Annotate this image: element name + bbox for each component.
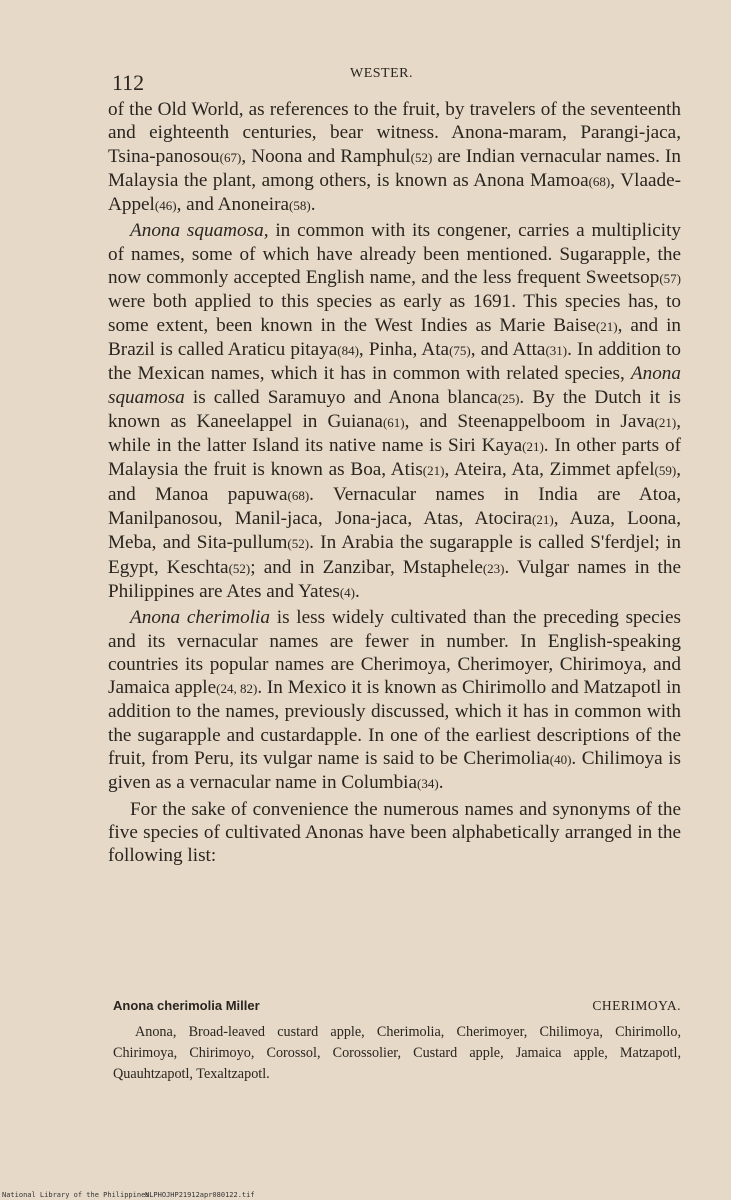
citation-ref: (68) [588,173,611,189]
text-run: . Chilimoya is given as a vernacular name in Columbia [108,748,681,794]
text-run: . [355,580,360,602]
text-run: in common with its congener, carries a multiplicity of names, some of which have already been mentioned. Sugarapple, the now commonly accepted English name, and the less frequent Sweetsop [108,220,682,289]
species-name: Anona squamosa, [130,220,269,242]
text-run: . In addition to the Mexican names, which it has in common with related species, [108,338,682,385]
paragraph-3 [108,606,681,795]
citation-ref: (21) [654,414,677,430]
running-title: WESTER. [350,66,413,81]
text-run: of the Old World, as references to the fruit, by travelers of the seventeenth and eighteenth centuries, bear witness. Anona-maram, Parangi-jaca, Tsina-panosou [108,99,681,167]
citation-ref: (21) [595,318,618,334]
citation-ref: (40) [549,752,572,768]
scan-footer [0,1189,731,1200]
citation-ref: (75) [449,342,471,358]
species-common-name: CHERIMOYA. [592,998,681,1013]
citation-ref: (23) [482,560,505,576]
text-run: is less widely cultivated than the preceding species and its vernacular names are fewer in number. In English-speaking countries its popular names are Cherimoya, Cherimoyer, Chirimoya, and Jamaica apple [108,607,681,699]
species-synonyms: Anona, Broad-leaved custard apple, Cherimolia, Cherimoyer, Chilimoya, Chirimollo, Chirimoya, Chirimoyo, Corossol, Corossolier, Custard apple, Jamaica apple, Matzapotl, Quauhtzapotl, Texaltzapotl. [113,1024,681,1082]
text-run: , Noona and Ramphul [241,145,411,167]
text-run: . In Mexico it is known as Chirimollo and Matzapotl in addition to the names, previously discussed, which it has in common with the sugarapple and custardapple. In one of the earliest descriptions of the fruit, from Peru, its vulgar name is said to be Cherimolia [108,677,681,770]
text-run: , Pinha, Ata [358,338,450,360]
text-run: . Vulgar names in the Philippines are Ates and Yates [108,556,681,602]
citation-ref: (68) [287,487,310,503]
text-run: For the sake of convenience the numerous names and synonyms of the five species of cultivated Anonas have been alphabetically arranged in the following list: [108,798,681,867]
species-entry-name: Anona cherimolia Miller [113,998,260,1013]
paragraph-2 [108,219,681,604]
footer-filename: NLPHOJHP21912apr080122.tif [145,1191,255,1199]
citation-ref: (84) [337,342,359,358]
text-run: , and Steenappelboom in Java [404,410,655,432]
citation-ref: (24, 82) [216,681,258,697]
list-entry-header [113,998,681,1015]
species-name: Anona cherimolia [130,607,270,629]
text-run: . [310,194,316,216]
citation-ref: (34) [417,776,439,792]
text-run: . In other parts of Malaysia the fruit is known as Boa, Atis [108,435,681,481]
citation-ref: (25) [497,390,520,406]
citation-ref: (61) [382,414,405,430]
text-run: , Vlaade-Appel [108,169,681,216]
footer-library: National Library of the Philippines [2,1191,150,1199]
citation-ref: (58) [289,198,311,214]
citation-ref: (21) [532,512,554,528]
paragraph-4 [108,798,681,868]
body-text [108,98,681,868]
citation-ref: (52) [287,536,310,552]
paragraph-1 [108,98,681,217]
citation-ref: (52) [410,149,433,165]
citation-ref: (46) [154,198,177,214]
citation-ref: (67) [219,149,242,165]
text-run: , and Atta [470,338,546,360]
text-run: , and Manoa papuwa [108,459,681,505]
citation-ref: (52) [228,560,251,576]
text-run: , and in Brazil is called Araticu pitaya [108,314,681,360]
citation-ref: (4) [339,584,356,600]
text-run: , and Anoneira [176,194,290,216]
text-run: . By the Dutch it is known as Kaneelappel in Guiana [108,386,681,432]
page-number: 112 [112,70,145,95]
text-run: . Vernacular names in India are Atoa, Manilpanosou, Manil-jaca, Jona-jaca, Atas, Atocira [108,483,681,530]
text-run: . [438,772,444,794]
citation-ref: (59) [654,463,677,479]
citation-ref: (21) [522,439,544,455]
text-run: is called Saramuyo and Anona blanca [184,386,498,408]
citation-ref: (57) [659,271,681,287]
text-run: , while in the latter Island its native name is Siri Kaya [108,410,681,457]
text-run: are Indian vernacular names. In Malaysia the plant, among others, is known as Anona Mamoa [108,145,681,191]
text-run: ; and in Zanzibar, Mstaphele [250,556,483,578]
text-run: were both applied to this species as early as 1691. This species has, to some extent, been known in the West Indies as Marie Baise [108,291,681,336]
text-run: , Auza, Loona, Meba, and Sita-pullum [108,508,681,554]
citation-ref: (31) [545,342,568,358]
species-name: Anona squamosa [108,363,681,408]
citation-ref: (21) [422,463,445,479]
text-run: . In Arabia the sugarapple is called S'ferdjel; in Egypt, Keschta [108,532,682,578]
text-run: , Ateira, Ata, Zimmet apfel [444,459,655,481]
